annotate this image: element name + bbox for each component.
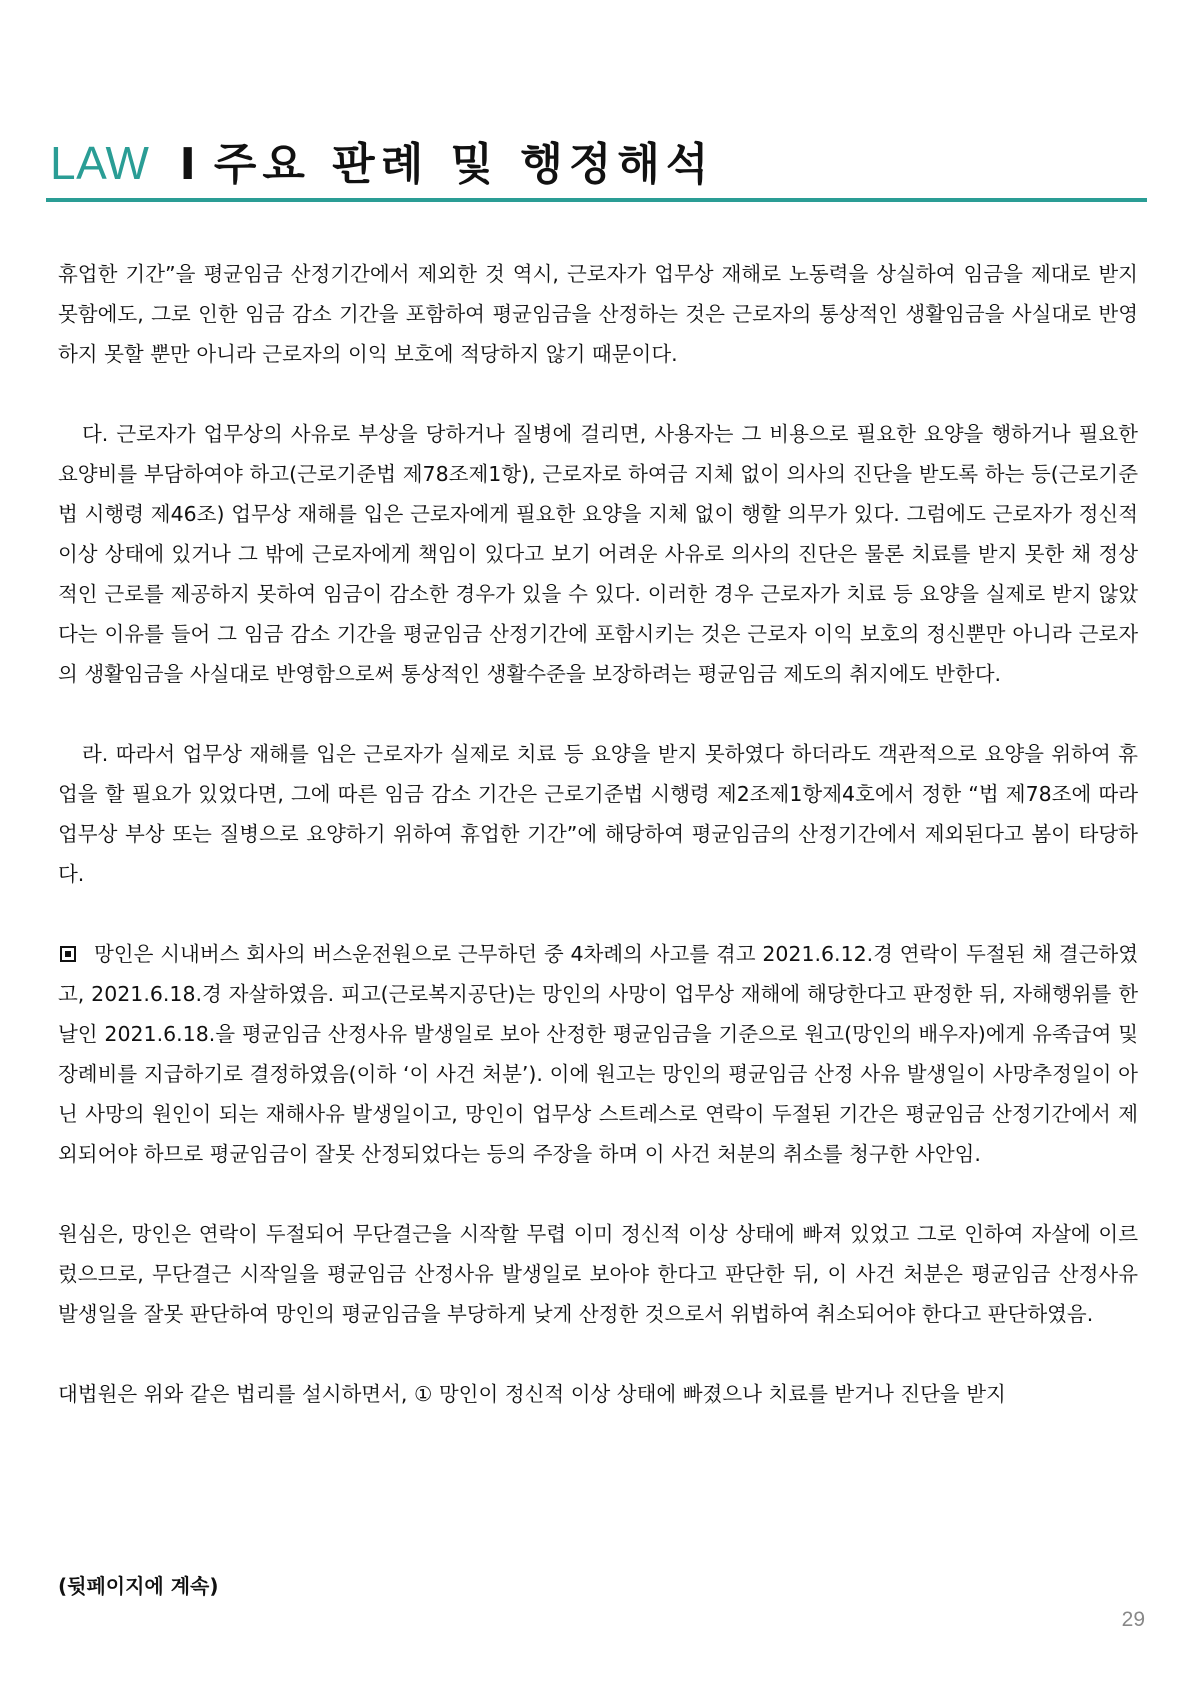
- page-number: 29: [1121, 1608, 1145, 1631]
- continued-note: (뒷페이지에 계속): [58, 1574, 219, 1598]
- page-title: 주요 판례 및 행정해석: [213, 139, 715, 190]
- page-header: [50, 128, 714, 188]
- section-label: LAW: [50, 137, 150, 189]
- article-body: [58, 254, 1138, 1414]
- square-bullet-icon: [60, 946, 76, 962]
- paragraph-3: 라. 따라서 업무상 재해를 입은 근로자가 실제로 치료 등 요양을 받지 못하였다 하더라도 객관적으로 요양을 위하여 휴업을 할 필요가 있었다면, 그에 따른 임금 감소 기간은 근로기준법 시행령 제2조제1항제4호에서 정한 “법 제78조에 따라 업무상 부상 또는 질병으로 요양하기 위하여 휴업한 기간”에 해당하여 평균임금의 산정기간에서 제외된다고 봄이 타당하다.: [58, 742, 1138, 886]
- case-summary-text: 망인은 시내버스 회사의 버스운전원으로 근무하던 중 4차례의 사고를 겪고 2021.6.12.경 연락이 두절된 채 결근하였고, 2021.6.18.경 자살하였음. 피고(근로복지공단)는 망인의 사망이 업무상 재해에 해당한다고 판정한 뒤, 자해행위를 한 날인 2021.6.18.을 평균임금 산정사유 발생일로 보아 산정한 평균임금을 기준으로 원고(망인의 배우자)에게 유족급여 및 장례비를 지급하기로 결정하였음(이하 ‘이 사건 처분’). 이에 원고는 망인의 평균임금 산정 사유 발생일이 사망추정일이 아닌 사망의 원인이 되는 재해사유 발생일이고, 망인이 업무상 스트레스로 연락이 두절된 기간은 평균임금 산정기간에서 제외되어야 하므로 평균임금이 잘못 산정되었다는 등의 주장을 하며 이 사건 처분의 취소를 청구한 사안임.: [58, 942, 1138, 1166]
- supreme-court-paragraph: 대법원은 위와 같은 법리를 설시하면서, ① 망인이 정신적 이상 상태에 빠졌으나 치료를 받거나 진단을 받지: [58, 1382, 1006, 1406]
- paragraph-2: 다. 근로자가 업무상의 사유로 부상을 당하거나 질병에 걸리면, 사용자는 그 비용으로 필요한 요양을 행하거나 필요한 요양비를 부담하여야 하고(근로기준법 제78조제1항), 근로자로 하여금 지체 없이 의사의 진단을 받도록 하는 등(근로기준법 시행령 제46조) 업무상 재해를 입은 근로자에게 필요한 요양을 지체 없이 행할 의무가 있다. 그럼에도 근로자가 정신적 이상 상태에 있거나 그 밖에 근로자에게 책임이 있다고 보기 어려운 사유로 의사의 진단은 물론 치료를 받지 못한 채 정상적인 근로를 제공하지 못하여 임금이 감소한 경우가 있을 수 있다. 이러한 경우 근로자가 치료 등 요양을 실제로 받지 않았다는 이유를 들어 그 임금 감소 기간을 평균임금 산정기간에 포함시키는 것은 근로자 이익 보호의 정신뿐만 아니라 근로자의 생활임금을 사실대로 반영함으로써 통상적인 생활수준을 보장하려는 평균임금 제도의 취지에도 반한다.: [58, 422, 1138, 686]
- paragraph-1: 휴업한 기간”을 평균임금 산정기간에서 제외한 것 역시, 근로자가 업무상 재해로 노동력을 상실하여 임금을 제대로 받지 못함에도, 그로 인한 임금 감소 기간을 포함하여 평균임금을 산정하는 것은 근로자의 통상적인 생활임금을 사실대로 반영하지 못할 뿐만 아니라 근로자의 이익 보호에 적당하지 않기 때문이다.: [58, 262, 1138, 366]
- header-divider: [46, 198, 1147, 202]
- lower-court-paragraph: 원심은, 망인은 연락이 두절되어 무단결근을 시작할 무렵 이미 정신적 이상 상태에 빠져 있었고 그로 인하여 자살에 이르렀으므로, 무단결근 시작일을 평균임금 산정사유 발생일로 보아야 한다고 판단한 뒤, 이 사건 처분은 평균임금 산정사유 발생일을 잘못 판단하여 망인의 평균임금을 부당하게 낮게 산정한 것으로서 위법하여 취소되어야 한다고 판단하였음.: [58, 1222, 1138, 1326]
- case-summary: [58, 934, 1138, 1174]
- header-separator: I: [179, 139, 196, 190]
